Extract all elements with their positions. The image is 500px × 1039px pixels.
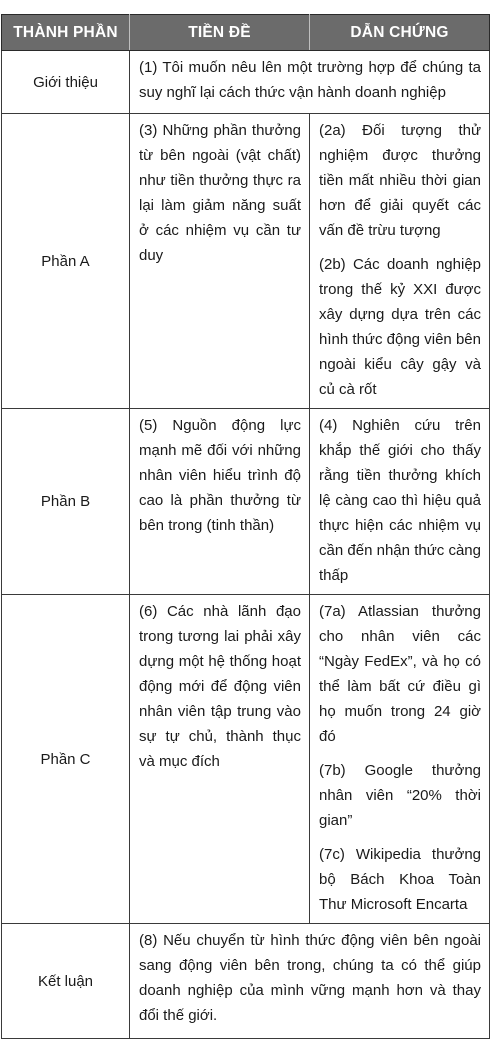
- evidence-item: (2a) Đối tượng thử nghiệm được thưởng tiền mất nhiều thời gian hơn để giải quyết các vấn đề trừu tượng: [319, 122, 481, 239]
- table-row-part-b: [2, 409, 490, 595]
- table-row-intro: [2, 51, 490, 114]
- section-label: Phần B: [2, 409, 130, 595]
- evidence-cell: [310, 595, 490, 924]
- intro-text: (1) Tôi muốn nêu lên một trường hợp để chúng ta suy nghĩ lại cách thức vận hành doanh nghiệp: [130, 51, 490, 114]
- evidence-item: (4) Nghiên cứu trên khắp thế giới cho thấy rằng tiền thưởng khích lệ càng cao thì hiệu quả thực hiện các nhiệm vụ cần đến nhận thức càng thấp: [319, 417, 481, 584]
- evidence-item: (7a) Atlassian thưởng cho nhân viên các “Ngày FedEx”, và họ có thể làm bất cứ điều gì họ muốn trong 24 giờ đó: [319, 603, 481, 745]
- evidence-item: (7b) Google thưởng nhân viên “20% thời gian”: [319, 762, 481, 829]
- header-evidence: DẪN CHỨNG: [310, 15, 490, 51]
- argument-structure-table: [1, 14, 490, 1039]
- section-label: Phần A: [2, 114, 130, 409]
- table-header-row: [2, 15, 490, 51]
- conclusion-text: (8) Nếu chuyển từ hình thức động viên bên ngoài sang động viên bên trong, chúng ta có thể giúp doanh nghiệp của mình vững mạnh hơn và thay đổi thế giới.: [130, 924, 490, 1039]
- section-label: Phần C: [2, 595, 130, 924]
- section-label: Kết luận: [2, 924, 130, 1039]
- evidence-item: (7c) Wikipedia thưởng bộ Bách Khoa Toàn Thư Microsoft Encarta: [319, 846, 481, 913]
- header-component: THÀNH PHẦN: [2, 15, 130, 51]
- table-row-part-c: [2, 595, 490, 924]
- premise-cell: (5) Nguồn động lực mạnh mẽ đối với những nhân viên hiểu trình độ cao là phần thưởng từ bên trong (tinh thần): [130, 409, 310, 595]
- evidence-cell: [310, 114, 490, 409]
- table-row-conclusion: [2, 924, 490, 1039]
- premise-cell: (3) Những phần thưởng từ bên ngoài (vật chất) như tiền thưởng thực ra lại làm giảm năng suất ở các nhiệm vụ cần tư duy: [130, 114, 310, 409]
- premise-cell: (6) Các nhà lãnh đạo trong tương lai phải xây dựng một hệ thống hoạt động mới để động viên nhân viên tập trung vào sự tự chủ, thành thục và mục đích: [130, 595, 310, 924]
- evidence-cell: [310, 409, 490, 595]
- evidence-item: (2b) Các doanh nghiệp trong thế kỷ XXI được xây dựng dựa trên các hình thức động viên bên ngoài kiểu cây gậy và củ cà rốt: [319, 256, 481, 398]
- section-label: Giới thiệu: [2, 51, 130, 114]
- table-row-part-a: [2, 114, 490, 409]
- header-premise: TIỀN ĐỀ: [130, 15, 310, 51]
